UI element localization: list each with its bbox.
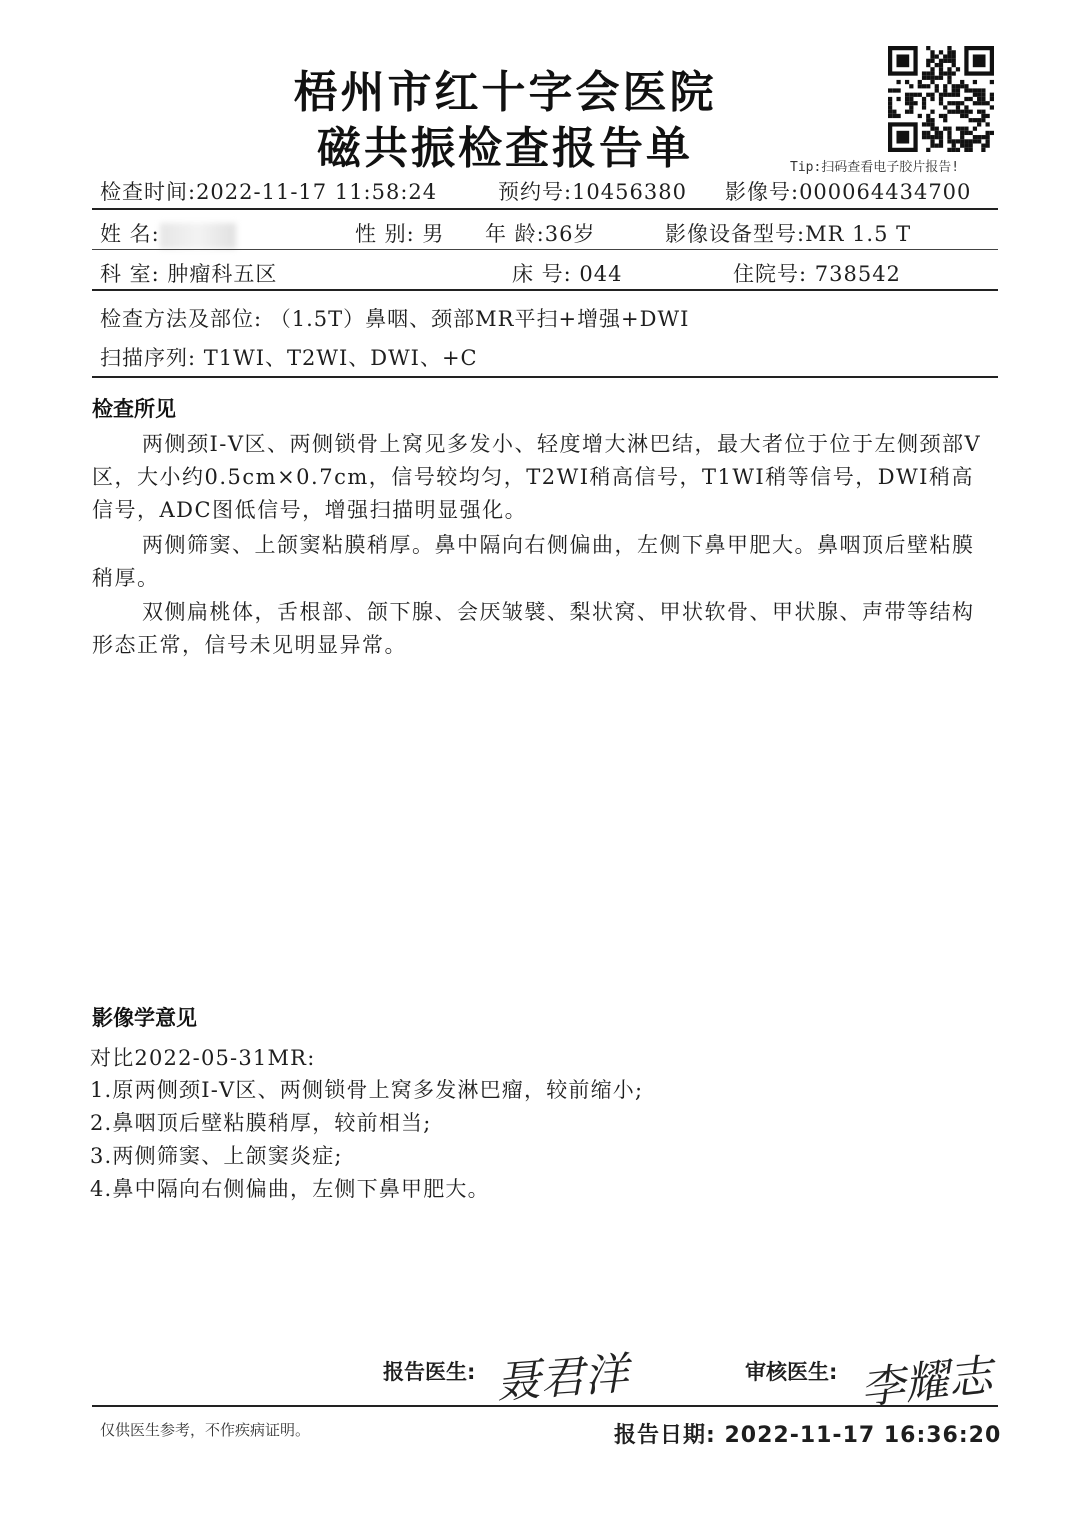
- image-number: 影像号:000064434700: [725, 180, 972, 204]
- hospital-name: 梧州市红十字会医院: [293, 67, 717, 118]
- redacted-name: [160, 223, 236, 249]
- department: 科 室: 肿瘤科五区: [100, 262, 278, 286]
- scan-sequence: 扫描序列: T1WI、T2WI、DWI、+C: [100, 346, 478, 370]
- impression-line: 2.鼻咽顶后壁粘膜稍厚，较前相当;: [90, 1111, 432, 1135]
- exam-time: 检查时间:2022-11-17 11:58:24: [100, 180, 438, 204]
- appointment-number: 预约号:10456380: [498, 180, 687, 204]
- report-doctor-signature: 聂君洋: [494, 1348, 630, 1409]
- qr-tip: Tip:扫码查看电子胶片报告!: [790, 160, 960, 175]
- bed-number: 床 号: 044: [512, 262, 623, 286]
- impression-line: 1.原两侧颈Ⅰ-Ⅴ区、两侧锁骨上窝多发淋巴瘤，较前缩小;: [90, 1078, 644, 1102]
- gender: 性 别: 男: [355, 222, 445, 246]
- divider: [92, 208, 998, 210]
- report-date: 报告日期: 2022-11-17 16:36:20: [614, 1423, 1002, 1448]
- report-doctor-label: 报告医生:: [383, 1360, 476, 1384]
- impression-heading: 影像学意见: [92, 1006, 197, 1030]
- qr-code-icon[interactable]: [888, 46, 994, 152]
- review-doctor-signature: 李耀志: [858, 1350, 995, 1415]
- exam-method: 检查方法及部位: （1.5T）鼻咽、颈部MR平扫+增强+DWI: [100, 307, 690, 331]
- device-model: 影像设备型号:MR 1.5 T: [665, 222, 912, 246]
- disclaimer: 仅供医生参考，不作疾病证明。: [100, 1421, 311, 1439]
- findings-paragraph: 两侧颈Ⅰ-Ⅴ区、两侧锁骨上窝见多发小、轻度增大淋巴结，最大者位于位于左侧颈部Ⅴ区，大小约0.5cm×0.7cm，信号较均匀，T2WI稍高信号，T1WI稍等信号，DWI稍高信号，ADC图低信号，增强扫描明显强化。: [92, 432, 982, 522]
- patient-name-label: 姓 名:: [100, 222, 160, 246]
- impression-line: 4.鼻中隔向右侧偏曲，左侧下鼻甲肥大。: [90, 1177, 490, 1201]
- findings-paragraph: 双侧扁桃体，舌根部、颌下腺、会厌皱襞、梨状窝、甲状软骨、甲状腺、声带等结构形态正常，信号未见明显异常。: [92, 600, 975, 657]
- review-doctor-label: 审核医生:: [745, 1360, 838, 1384]
- patient-name: [100, 218, 236, 249]
- divider: [92, 249, 998, 250]
- impression-line: 对比2022-05-31MR:: [90, 1046, 316, 1070]
- impression-line: 3.两侧筛窦、上颌窦炎症;: [90, 1144, 343, 1168]
- age: 年 龄:36岁: [485, 222, 596, 246]
- divider: [92, 1405, 998, 1407]
- findings-paragraph: 两侧筛窦、上颌窦粘膜稍厚。鼻中隔向右侧偏曲，左侧下鼻甲肥大。鼻咽顶后壁粘膜稍厚。: [92, 533, 975, 590]
- report-title: 磁共振检查报告单: [317, 123, 693, 174]
- divider: [92, 376, 998, 378]
- divider: [92, 289, 998, 291]
- admission-number: 住院号: 738542: [733, 262, 901, 286]
- findings-heading: 检查所见: [92, 397, 176, 421]
